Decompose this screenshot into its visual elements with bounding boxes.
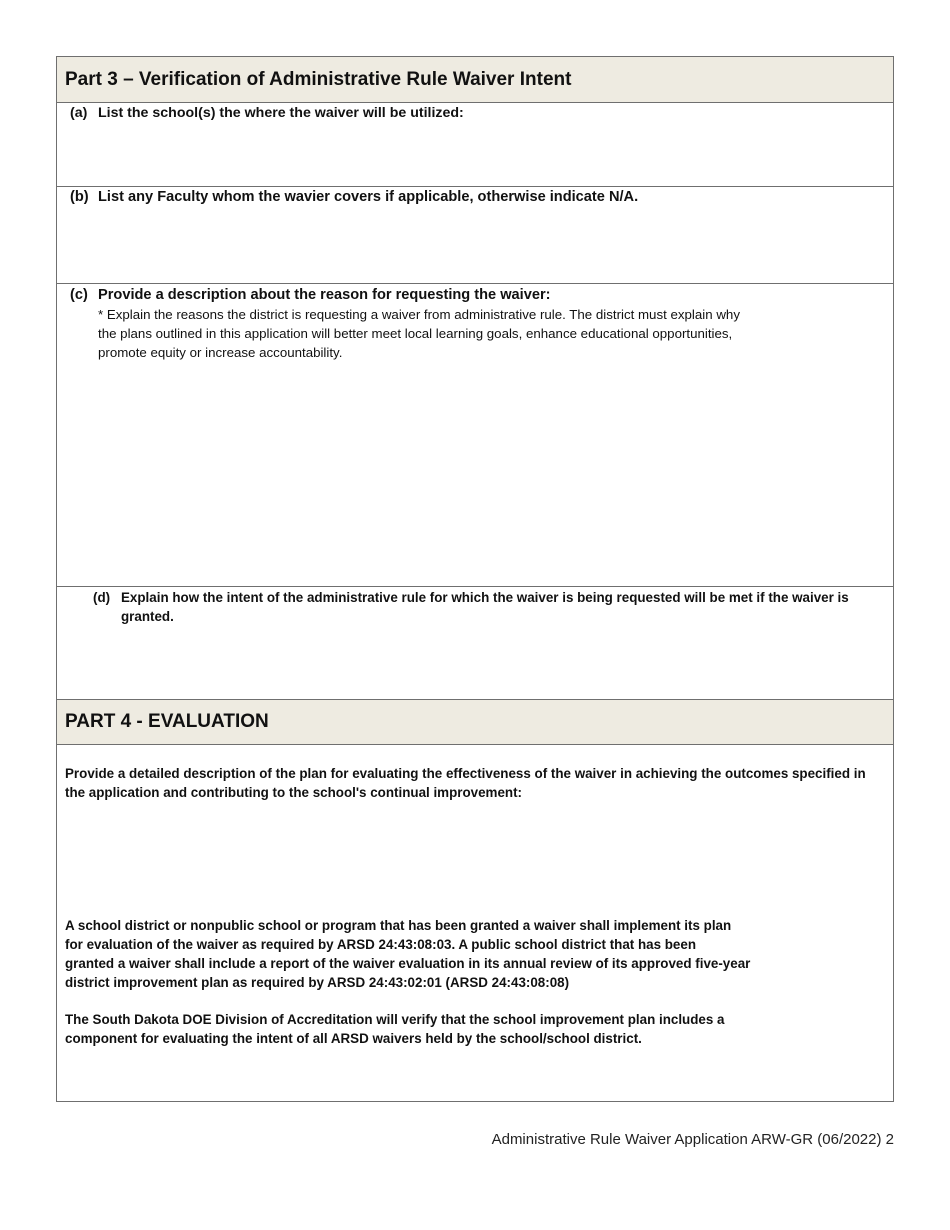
question-d-line: granted.: [121, 609, 174, 624]
prompt-line: the application and contributing to the school's continual improvement:: [65, 785, 522, 800]
paragraph-line: A school district or nonpublic school or program that has been granted a waiver shall implement its plan: [65, 918, 732, 933]
part4-prompt: [65, 764, 890, 802]
question-a-text: List the school(s) the where the waiver will be utilized:: [98, 105, 464, 121]
note-line: promote equity or increase accountability.: [98, 345, 343, 360]
paragraph-line: for evaluation of the waiver as required by ARSD 24:43:08:03. A public school district that has been: [65, 937, 697, 952]
waiver-form: [56, 56, 894, 1102]
divider-c: [57, 586, 893, 587]
question-a: [70, 104, 870, 123]
paragraph-line: The South Dakota DOE Division of Accreditation will verify that the school improvement plan includes a: [65, 1012, 725, 1027]
question-d-line: Explain how the intent of the administrative rule for which the waiver is being requested will be met if the waiver is: [121, 590, 849, 605]
question-c: [70, 286, 870, 362]
question-b-text: List any Faculty whom the wavier covers if applicable, otherwise indicate N/A.: [98, 189, 639, 205]
question-c-letter: (c): [70, 287, 88, 303]
question-b: [70, 188, 870, 207]
paragraph-line: district improvement plan as required by ARSD 24:43:02:01 (ARSD 24:43:08:08): [65, 975, 570, 990]
note-line: the plans outlined in this application will better meet local learning goals, enhance educational opportunities,: [98, 326, 733, 341]
divider-a: [57, 186, 893, 187]
question-b-letter: (b): [70, 189, 89, 205]
question-c-text: Provide a description about the reason for requesting the waiver:: [98, 287, 551, 303]
part3-header: [57, 57, 893, 103]
note-line: * Explain the reasons the district is requesting a waiver from administrative rule. The district must explain why: [98, 307, 740, 322]
question-c-note: [70, 305, 870, 362]
evaluation-requirement-paragraph: [65, 916, 865, 992]
part4-title: PART 4 - EVALUATION: [65, 711, 269, 732]
paragraph-line: granted a waiver shall include a report of the waiver evaluation in its annual review of its approved five-year: [65, 956, 751, 971]
prompt-line: Provide a detailed description of the plan for evaluating the effectiveness of the waiver in achieving the outcomes specified in: [65, 766, 866, 781]
paragraph-line: component for evaluating the intent of all ARSD waivers held by the school/school district.: [65, 1031, 642, 1046]
accreditation-verification-paragraph: [65, 1010, 865, 1048]
page-footer: Administrative Rule Waiver Application ARW-GR (06/2022) 2: [491, 1131, 894, 1148]
divider-b: [57, 283, 893, 284]
question-a-letter: (a): [70, 105, 88, 121]
part3-title: Part 3 – Verification of Administrative Rule Waiver Intent: [65, 68, 572, 90]
question-d-letter: (d): [93, 590, 111, 605]
part4-header: [57, 699, 893, 745]
question-d: [93, 588, 893, 626]
